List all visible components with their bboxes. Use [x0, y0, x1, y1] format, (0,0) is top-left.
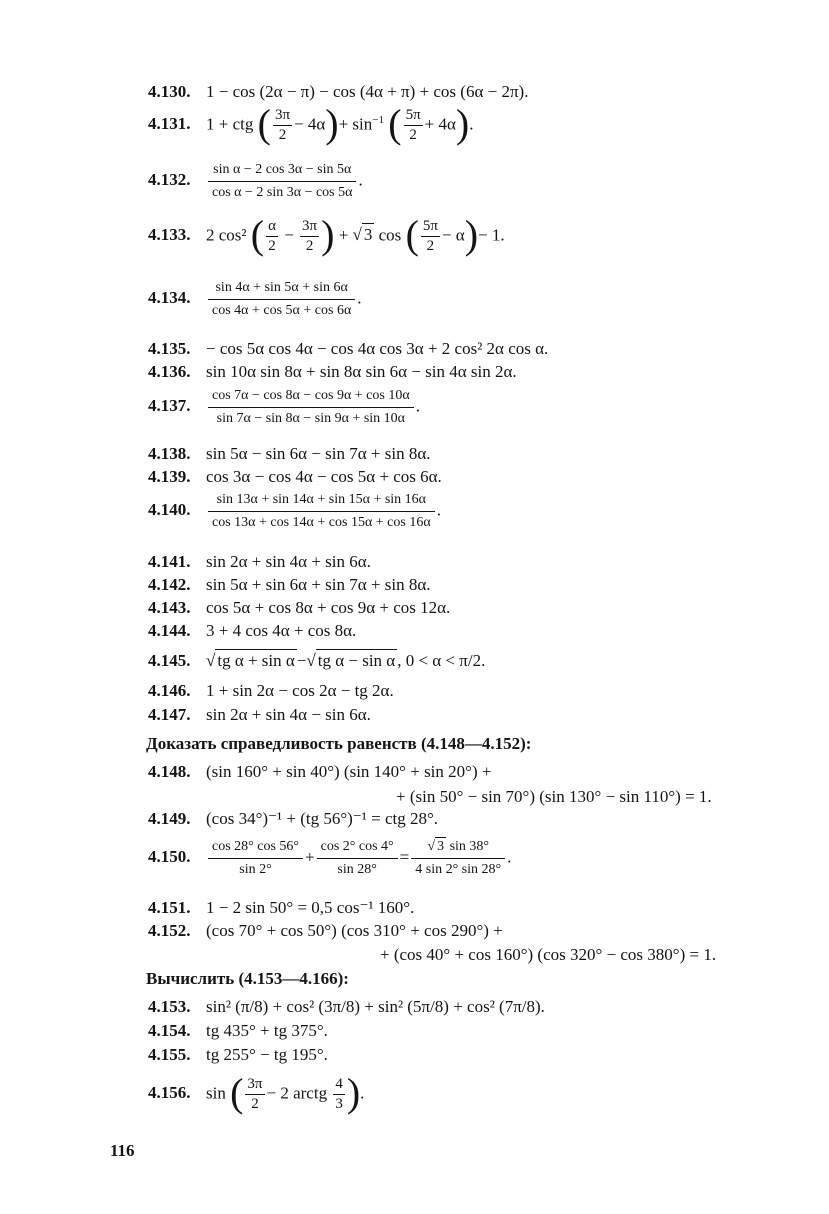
problem-number: 4.132.: [148, 170, 191, 190]
problem-4-136: 4.136. sin 10α sin 8α + sin 8α sin 6α − sin 4α sin 2α.: [148, 362, 517, 381]
problem-number: 4.144.: [148, 621, 191, 640]
fraction: $\frac{3\pi}{2}$: [274, 107, 291, 143]
problem-expression: 1 − cos (2α − π) − cos (4α + π) + cos (6α − 2π).: [206, 82, 529, 101]
problem-4-147: 4.147. sin 2α + sin 4α − sin 6α.: [148, 705, 371, 724]
problem-4-144: 4.144. 3 + 4 cos 4α + cos 8α.: [148, 621, 357, 640]
problem-4-135: 4.135. − cos 5α cos 4α − cos 4α cos 3α + 2 cos² 2α cos α.: [148, 339, 549, 358]
fraction: $\frac{5\pi}{2}$: [422, 218, 438, 254]
problem-number: 4.151.: [148, 898, 191, 917]
section-heading-compute: Вычислить (4.153—4.166):: [146, 969, 349, 988]
problem-number: 4.135.: [148, 339, 191, 358]
problem-number: 4.137.: [148, 396, 191, 416]
fraction: $\frac{\cos 7\alpha - \cos 8\alpha - \cos 9\alpha + \cos 10\alpha}{\sin 7\alpha - \sin 8\alpha - \sin 9\alpha + \sin 10\alpha}$: [208, 389, 414, 426]
problem-number: 4.138.: [148, 444, 191, 463]
problem-4-148-line-2: + (sin 50° − sin 70°) (sin 130° − sin 110°) = 1.: [396, 787, 712, 806]
fraction: $\frac{\text{sin α − 2 cos 3α − sin 5α}}{\text{cos α − 2 sin 3α − cos 5α}}$: [208, 163, 356, 200]
section-heading-prove: Доказать справедливость равенств (4.148—4.152):: [146, 734, 532, 753]
problem-number: 4.130.: [148, 82, 191, 101]
problem-number: 4.134.: [148, 288, 191, 308]
problem-number: 4.143.: [148, 598, 191, 617]
problem-4-150: 4.150. $\frac{\cos 28^\circ \cos 56^\circ}{\sin 2^\circ}$ + $\frac{\cos 2^\circ \cos 4^\circ}{\sin 28^\circ}$ = $\frac{√ 3 \sin 38^\circ}{4 \sin 2^\circ \sin 28^\circ}$ .: [148, 839, 512, 877]
problem-number: 4.146.: [148, 681, 191, 700]
fraction: $\frac{\alpha}{2}$: [268, 218, 276, 254]
problem-number: 4.136.: [148, 362, 191, 381]
problem-number: 4.149.: [148, 809, 191, 828]
problem-number: 4.141.: [148, 552, 191, 571]
problem-4-145: 4.145. √ tg α + sin α −√ tg α − sin α , 0 < α < π/2.: [148, 651, 486, 670]
square-root: √ tg α − sin α: [306, 651, 396, 670]
problem-number: 4.154.: [148, 1021, 191, 1040]
problem-4-153: 4.153. sin² (π/8) + cos² (3π/8) + sin² (5π/8) + cos² (7π/8).: [148, 997, 545, 1016]
problem-4-130: [148, 83, 528, 100]
problem-number: 4.142.: [148, 575, 191, 594]
expr-part: 1 + ctg: [206, 114, 254, 134]
square-root: √ 3: [352, 225, 373, 245]
problem-4-154: 4.154. tg 435° + tg 375°.: [148, 1021, 328, 1040]
problem-number: 4.153.: [148, 997, 191, 1016]
problem-number: 4.145.: [148, 651, 191, 670]
problem-number: 4.139.: [148, 467, 191, 486]
problem-4-139: 4.139. cos 3α − cos 4α − cos 5α + cos 6α.: [148, 467, 442, 486]
problem-4-132: 4.132. $\frac{\text{sin α − 2 cos 3α − sin 5α}}{\text{cos α − 2 sin 3α − cos 5α}}$ .: [148, 162, 363, 200]
problem-4-149: 4.149. (cos 34°)⁻¹ + (tg 56°)⁻¹ = ctg 28°.: [148, 809, 439, 828]
fraction: $\frac{\cos 28^\circ \cos 56^\circ}{\sin 2^\circ}$: [208, 840, 303, 877]
fraction: $\frac{√ 3 \sin 38^\circ}{4 \sin 2^\circ \sin 28^\circ}$: [411, 840, 505, 877]
fraction: $\frac{\sin 13\alpha + \sin 14\alpha + \sin 15\alpha + \sin 16\alpha}{\cos 13\alpha + \cos 14\alpha + \cos 15\alpha + \cos 16\alpha}$: [208, 493, 435, 530]
fraction: $\frac{4}{3}$: [335, 1076, 343, 1112]
square-root: √ 3: [427, 839, 445, 854]
problem-number: 4.152.: [148, 921, 191, 940]
problem-number: 4.155.: [148, 1045, 191, 1064]
problem-4-142: 4.142. sin 5α + sin 6α + sin 7α + sin 8α.: [148, 575, 431, 594]
problem-4-143: 4.143. cos 5α + cos 8α + cos 9α + cos 12α.: [148, 598, 451, 617]
fraction: $\frac{\cos 2^\circ \cos 4^\circ}{\sin 28^\circ}$: [317, 840, 398, 877]
page-number: 116: [110, 1141, 135, 1160]
problem-4-138: 4.138. sin 5α − sin 6α − sin 7α + sin 8α.: [148, 444, 431, 463]
problem-4-156: 4.156. sin ( $\frac{3\pi}{2}$ − 2 arctg $\frac{4}{3}$ ).: [148, 1069, 365, 1115]
problem-4-141: 4.141. sin 2α + sin 4α + sin 6α.: [148, 552, 371, 571]
problem-number: 4.140.: [148, 500, 191, 520]
problem-4-140: 4.140. $\frac{\sin 13\alpha + \sin 14\alpha + \sin 15\alpha + \sin 16\alpha}{\cos 13\alpha + \cos 14\alpha + \cos 15\alpha + \cos 16\alpha}$ .: [148, 492, 441, 530]
fraction: $\frac{3\pi}{2}$: [302, 218, 318, 254]
problem-number: 4.156.: [148, 1083, 191, 1103]
problem-4-133: 4.133. 2 cos² ( $\frac{\alpha}{2}$ − $\frac{3\pi}{2}$ ) + √ 3 cos ( $\frac{5\pi}{2}$ − α)− 1.: [148, 211, 505, 257]
problem-4-148: 4.148. (sin 160° + sin 40°) (sin 140° + sin 20°) +: [148, 762, 492, 781]
problem-4-155: 4.155. tg 255° − tg 195°.: [148, 1045, 328, 1064]
problem-number: 4.147.: [148, 705, 191, 724]
problem-4-152-line-2: + (cos 40° + cos 160°) (cos 320° − cos 380°) = 1.: [380, 945, 717, 964]
problem-4-134: 4.134. $\frac{\sin 4\alpha + \sin 5\alpha + \sin 6\alpha}{\cos 4\alpha + \cos 5\alpha + \cos 6\alpha}$ .: [148, 280, 362, 318]
square-root: √ tg α + sin α: [206, 651, 295, 670]
problem-4-137: 4.137. $\frac{\cos 7\alpha - \cos 8\alpha - \cos 9\alpha + \cos 10\alpha}{\sin 7\alpha - \sin 8\alpha - \sin 9\alpha + \sin 10\alpha}$ .: [148, 388, 420, 426]
fraction: $\frac{\sin 4\alpha + \sin 5\alpha + \sin 6\alpha}{\cos 4\alpha + \cos 5\alpha + \cos 6\alpha}$: [208, 281, 355, 318]
fraction: $\frac{3\pi}{2}$: [247, 1076, 263, 1112]
problem-4-131: 4.131. 1 + ctg ( $\frac{3\pi}{2}$ − $4\alpha)+ \sin^{-1}$ ( $\frac{5\pi}{2}$ + 4α).: [148, 100, 474, 146]
problem-number: 4.133.: [148, 225, 191, 245]
problem-number: 4.150.: [148, 847, 191, 867]
problem-number: 4.148.: [148, 762, 191, 781]
problem-4-152: 4.152. (cos 70° + cos 50°) (cos 310° + cos 290°) +: [148, 921, 503, 940]
problem-number: 4.131.: [148, 114, 191, 134]
fraction: $\frac{5\pi}{2}$: [405, 107, 421, 143]
problem-4-146: 4.146. 1 + sin 2α − cos 2α − tg 2α.: [148, 681, 394, 700]
problem-4-151: 4.151. 1 − 2 sin 50° = 0,5 cos⁻¹ 160°.: [148, 898, 415, 917]
